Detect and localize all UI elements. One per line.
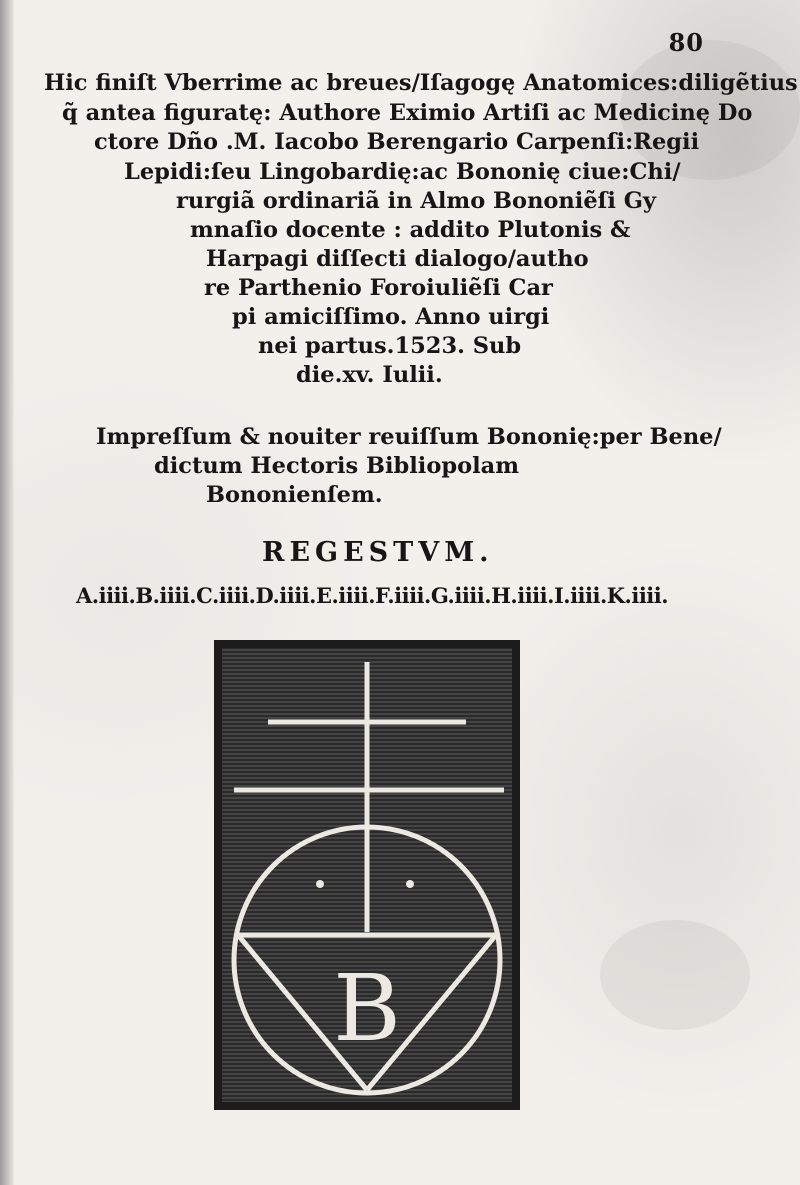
dot-ornament bbox=[316, 880, 324, 888]
colophon-line: ctore Dño .M. Iacobo Berengario Carpenſi:Regii bbox=[94, 129, 700, 155]
colophon-line: q̃ antea figuratę: Authore Eximio Artiſi ac Medicinę Do bbox=[62, 100, 753, 126]
imprint-line: dictum Hectoris Bibliopolam bbox=[154, 453, 520, 479]
imprint-line: Bononienſem. bbox=[206, 482, 383, 508]
device-initial: B bbox=[333, 955, 401, 1062]
colophon-line: Harpagi diſſecti dialogo/autho bbox=[206, 246, 589, 272]
printers-mark-icon bbox=[214, 640, 520, 1110]
register-signatures: A.iiii.B.iiii.C.iiii.D.iiii.E.iiii.F.iiii.G.iiii.H.iiii.I.iiii.K.iiii. bbox=[76, 583, 669, 608]
dot-ornament bbox=[406, 880, 414, 888]
colophon-line: Lepidi:ſeu Lingobardię:ac Bononię ciue:Chi/ bbox=[124, 159, 681, 185]
page-gutter-shadow bbox=[0, 0, 14, 1185]
paper-stain bbox=[600, 920, 750, 1030]
colophon-line: Hic finiſt Vberrime ac breues/Iſagogę Anatomices:diligẽtius bbox=[44, 70, 798, 96]
colophon-line: pi amiciſſimo. Anno uirgi bbox=[232, 304, 550, 330]
colophon-line: re Parthenio Foroiuliẽſi Car bbox=[204, 275, 553, 301]
colophon-line: mnaſio docente : addito Plutonis & bbox=[190, 217, 631, 243]
colophon-line: nei partus.1523. Sub bbox=[258, 333, 522, 359]
register-title: REGESTVM. bbox=[262, 537, 494, 568]
colophon-line: rurgiã ordinariã in Almo Bononiẽſi Gy bbox=[176, 188, 657, 214]
imprint-line: Impreſſum & nouiter reuiſſum Bononię:per Bene/ bbox=[96, 424, 722, 450]
colophon-line: die.xv. Iulii. bbox=[296, 362, 443, 388]
folio-number: 80 bbox=[668, 28, 704, 57]
